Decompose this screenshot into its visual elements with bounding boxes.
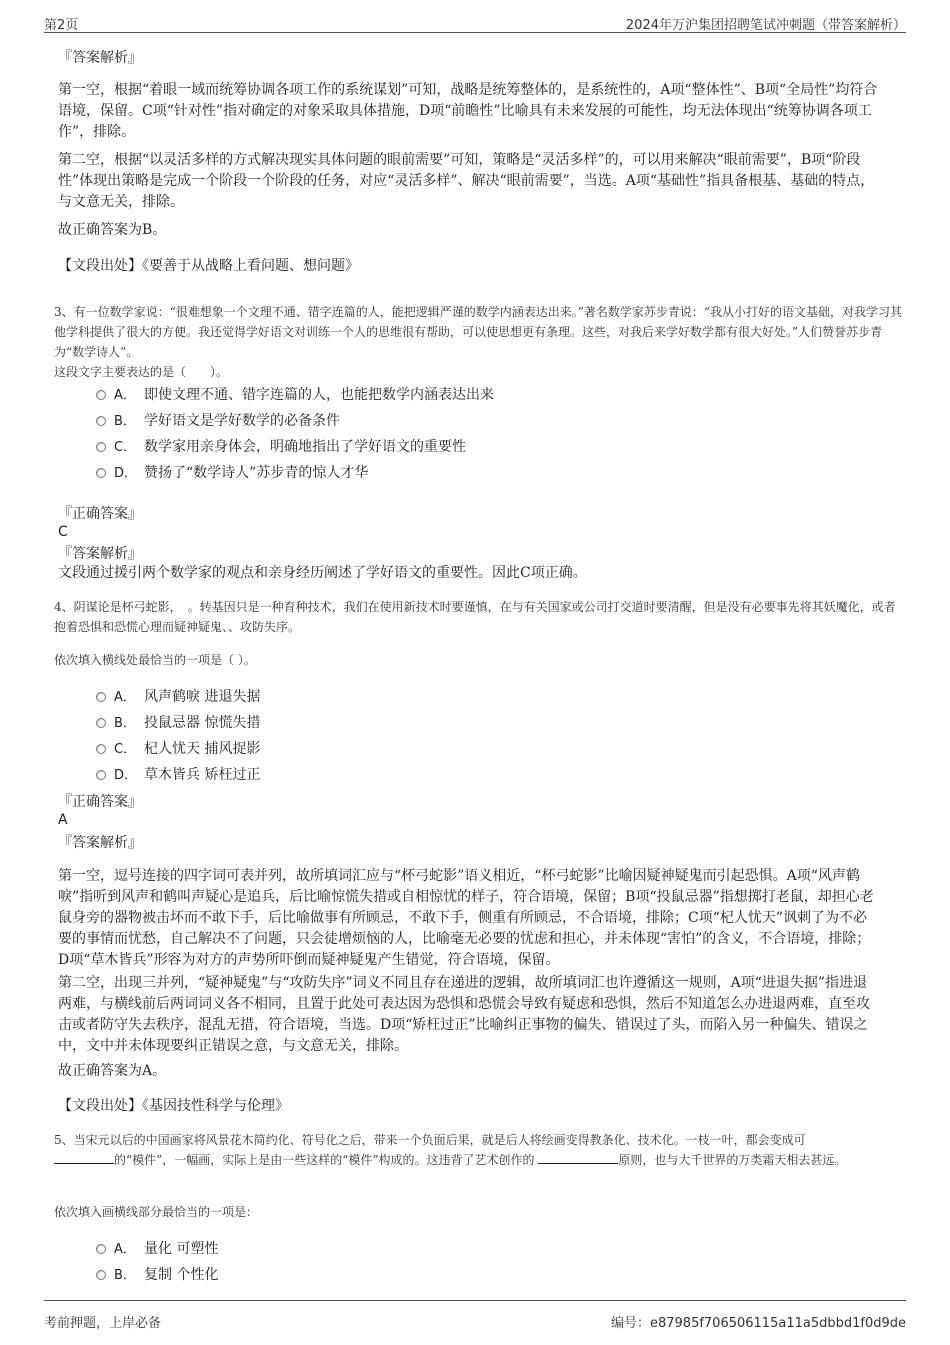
q3-answer-title: 『正确答案』: [58, 506, 142, 522]
page-number: 第2页: [44, 18, 79, 33]
radio-icon[interactable]: [96, 1270, 106, 1280]
footer-slogan: 考前押题，上岸必备: [44, 1316, 162, 1331]
q2-explanation-p1: 第一空，根据“着眼一域而统筹协调各项工作的系统谋划”可知，战略是统筹整体的，是系统性的，A项“整体性”、B项“全局性”均符合语境，保留。C项“针对性”指对确定的对象采取具体措施，D项“前瞻性”比喻具有未来发展的可能性，均无法体现出“统筹协调各项工作”，排除。: [58, 82, 878, 140]
q3-option-b[interactable]: B． 学好语文是学好数学的必备条件: [96, 411, 340, 432]
page-footer: [44, 1300, 906, 1331]
q4-stem: 4、阴谋论是杯弓蛇影， 。转基因只是一种育种技术，我们在使用新技术时要谨慎，在与有关国家或公司打交道时要清醒，但是没有必要事先将其妖魔化，或者抱着恐惧和恐慌心理而疑神疑鬼、、攻防失序。: [54, 600, 896, 634]
q4-option-a[interactable]: A． 风声鹤唳 进退失据: [96, 687, 260, 708]
q4-prompt: 依次填入横线处最恰当的一项是（ ）。: [54, 653, 256, 667]
q3-prompt: 这段文字主要表达的是（ ）。: [54, 365, 229, 379]
fill-blank-1: [54, 1151, 114, 1164]
q3-answer: C: [58, 524, 68, 540]
q5-option-b[interactable]: B． 复制 个性化: [96, 1265, 218, 1286]
radio-icon[interactable]: [96, 390, 106, 400]
radio-icon[interactable]: [96, 416, 106, 426]
q3-explanation: 文段通过援引两个数学家的观点和亲身经历阐述了学好语文的重要性。因此C项正确。: [58, 565, 587, 581]
document-id: 编号：e87985f706506115a11a5dbbd1f0d9de: [610, 1316, 906, 1331]
document-title: 2024年万沪集团招聘笔试冲刺题（带答案解析）: [625, 18, 906, 33]
q4-conclusion: 故正确答案为A。: [58, 1063, 167, 1079]
radio-icon[interactable]: [96, 442, 106, 452]
radio-icon[interactable]: [96, 1244, 106, 1254]
q5-prompt: 依次填入画横线部分最恰当的一项是：: [54, 1205, 259, 1219]
q4-option-c[interactable]: C． 杞人忧天 捕风捉影: [96, 739, 260, 760]
q4-answer-title: 『正确答案』: [58, 794, 142, 810]
q2-explanation-title: 『答案解析』: [58, 50, 142, 66]
q3-explanation-title: 『答案解析』: [58, 546, 142, 562]
q5-option-a[interactable]: A． 量化 可塑性: [96, 1239, 218, 1260]
fill-blank-2: [538, 1151, 618, 1164]
radio-icon[interactable]: [96, 744, 106, 754]
q3-option-a[interactable]: A． 即使文理不通、错字连篇的人，也能把数学内涵表达出来: [96, 385, 494, 406]
radio-icon[interactable]: [96, 468, 106, 478]
q3-option-c[interactable]: C． 数学家用亲身体会，明确地指出了学好语文的重要性: [96, 437, 466, 458]
q2-explanation-p2: 第二空，根据“以灵活多样的方式解决现实具体问题的眼前需要”可知，策略是“灵活多样”的，可以用来解决“眼前需要”，B项“阶段性”体现出策略是完成一个阶段一个阶段的任务，对应“灵活多样”、解决“眼前需要”，当选。A项“基础性”指具备根基、基础的特点，与文意无关，排除。: [58, 152, 875, 210]
q3-option-d[interactable]: D． 赞扬了“数学诗人”苏步青的惊人才华: [96, 463, 368, 484]
q2-conclusion: 故正确答案为B。: [58, 222, 167, 238]
radio-icon[interactable]: [96, 770, 106, 780]
q4-option-b[interactable]: B． 投鼠忌器 惊慌失措: [96, 713, 260, 734]
q5-stem: 5、当宋元以后的中国画家将风景花木简约化、符号化之后，带来一个负面后果，就是后人将绘画变得教条化、技术化。一枝一叶，都会变成可 的“模件”，一幅画，实际上是由一些这样的“模件”构成的。这违背了艺术创作的 原则，也与大千世界的万类霜天相去甚远。: [54, 1133, 847, 1167]
q4-source: 【文段出处】《基因技性科学与伦理》: [58, 1098, 289, 1114]
q4-explanation-p2: 第二空，出现三并列，“疑神疑鬼”与“攻防失序”词义不同且存在递进的逻辑，故所填词汇也许遵循这一规则，A项“进退失据”指进退两难，与横线前后两词词义各不相同，且置于此处可表达因为恐惧和恐慌会导致有疑虑和恐惧，然后不知道怎么办进退两难，直至攻击或者防守失去秩序，混乱无措，符合语境，当选。D项“矫枉过正”比喻纠正事物的偏失、错误过了头，而陷入另一种偏失、错误之中，文中并未体现要纠正错误之意，与文意无关，排除。: [58, 975, 870, 1054]
q3-stem: 3、有一位数学家说：“很难想象一个文理不通、错字连篇的人，能把逻辑严谨的数学内涵表达出来。”著名数学家苏步青说：“我从小打好的语文基础，对我学习其他学科提供了很大的方便。我还觉得学好语文对训练一个人的思维很有帮助，可以使思想更有条理。这些，对我后来学好数学都有很大好处。”人们赞誉苏步青为“数学诗人”。: [54, 305, 903, 359]
page-header: [44, 10, 906, 33]
q4-explanation-title: 『答案解析』: [58, 835, 142, 851]
q4-answer: A: [58, 812, 68, 828]
q4-option-d[interactable]: D． 草木皆兵 矫枉过正: [96, 765, 260, 786]
radio-icon[interactable]: [96, 692, 106, 702]
radio-icon[interactable]: [96, 718, 106, 728]
q4-explanation-p1: 第一空，逗号连接的四字词可表并列，故所填词汇应与“杯弓蛇影”语义相近，“杯弓蛇影”比喻因疑神疑鬼而引起恐惧。A项“风声鹤唳”指听到风声和鹤叫声疑心是追兵，后比喻惊慌失措或自相惊忧的样子，符合语境，保留；B项“投鼠忌器”指想掷打老鼠，却担心老鼠身旁的器物被击坏而不敢下手，后比喻做事有所顾忌，不敢下手，侧重有所顾忌，不合语境，排除；C项“杞人忧天”讽刺了为不必要的事情而忧愁，自己解决不了问题，只会徒增烦恼的人，比喻毫无必要的忧虑和担心，并未体现“害怕”的含义，不合语境，排除；D项“草木皆兵”形容为对方的声势所吓倒而疑神疑鬼产生错觉，符合语境，保留。: [58, 868, 874, 968]
q2-source: 【文段出处】《要善于从战略上看问题、想问题》: [58, 258, 359, 274]
